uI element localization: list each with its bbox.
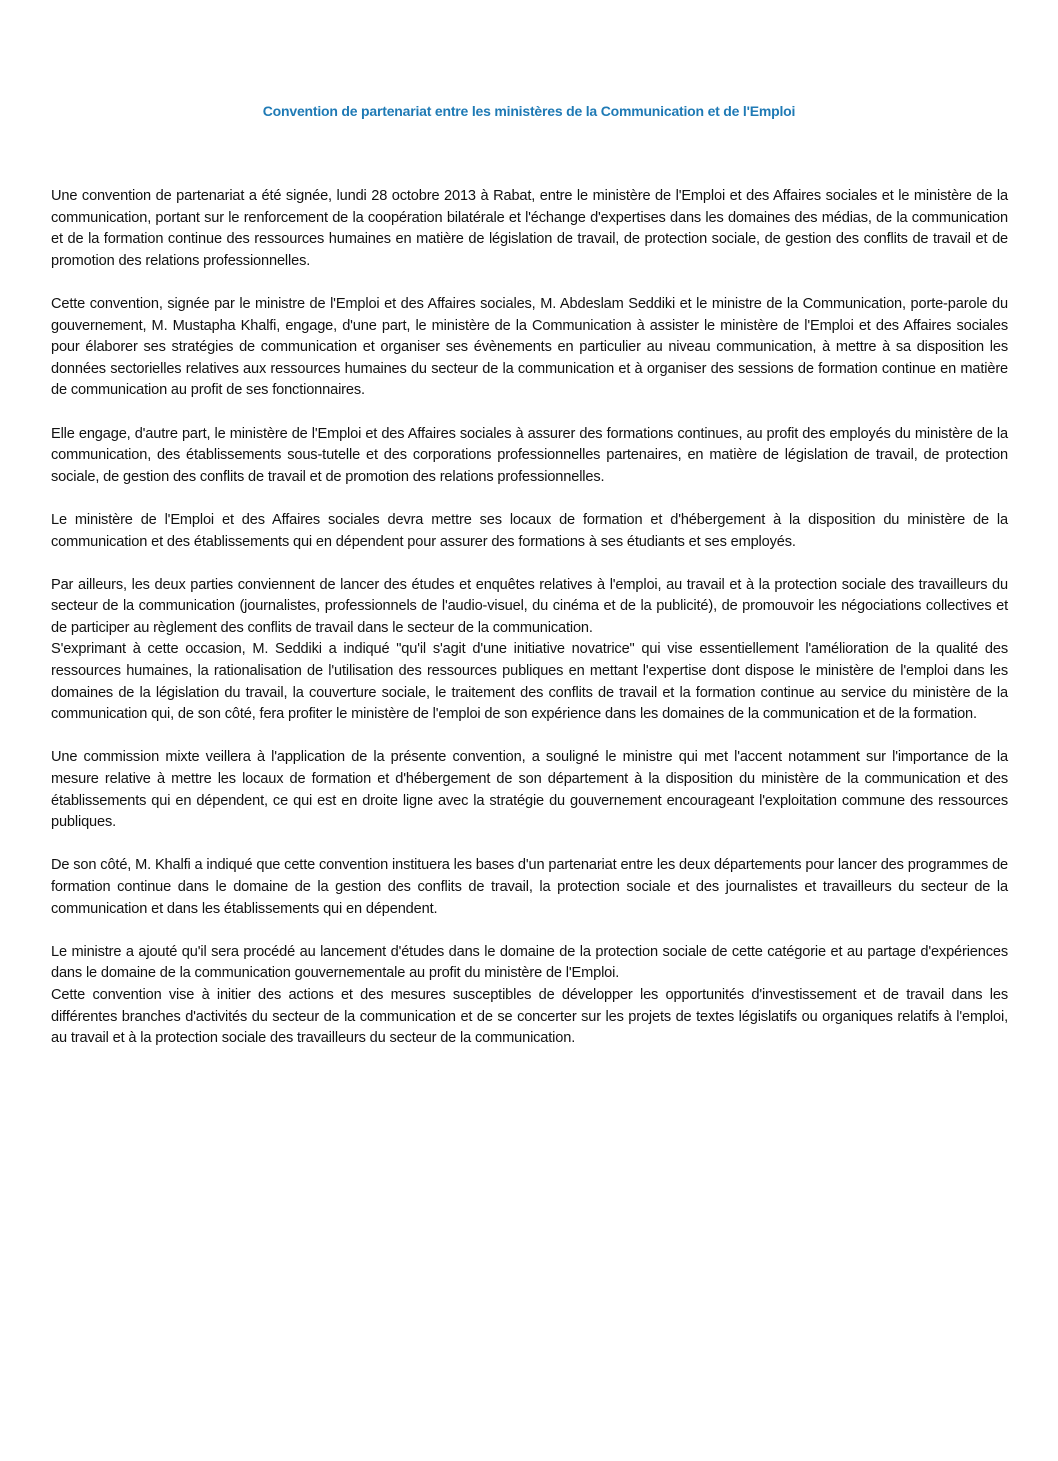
paragraph-10: Cette convention vise à initier des actions et des mesures susceptibles de développer les opportunités d'investissement et de travail dans les différentes branches d'activités du secteur de la communication et de se concerter sur les projets de textes législatifs ou organiques relatifs à l'emploi, au travail et à la protection sociale des travailleurs du secteur de la communication. <box>51 986 1008 1047</box>
document-body <box>51 186 1008 1071</box>
paragraph-7: Une commission mixte veillera à l'application de la présente convention, a souligné le ministre qui met l'accent notamment sur l'importance de la mesure relative à mettre les locaux de formation et d'hébergement de son département à la disposition du ministère de la communication et des établissements qui en dépendent, ce qui est en droite ligne avec la stratégie du gouvernement encourageant l'exploitation commune des ressources publiques. <box>51 749 1008 831</box>
paragraph-1: Une convention de partenariat a été signée, lundi 28 octobre 2013 à Rabat, entre le ministère de l'Emploi et des Affaires sociales et le ministère de la communication, portant sur le renforcement de la coopération bilatérale et l'échange d'expertises dans les domaines des médias, de la communication et de la formation continue des ressources humaines en matière de législation de travail, de protection sociale, de gestion des conflits de travail et de promotion des relations professionnelles. <box>51 188 1008 269</box>
paragraph-3: Elle engage, d'autre part, le ministère de l'Emploi et des Affaires sociales à assurer des formations continues, au profit des employés du ministère de la communication, des établissements sous-tutelle et des corporations professionnelles partenaires, en matière de législation de travail, de protection sociale, de gestion des conflits de travail et de promotion des relations professionnelles. <box>51 425 1008 485</box>
document-title: Convention de partenariat entre les ministères de la Communication et de l'Emploi <box>262 103 796 119</box>
paragraph-5: Par ailleurs, les deux parties conviennent de lancer des études et enquêtes relatives à l'emploi, au travail et à la protection sociale des travailleurs du secteur de la communication (journalistes, professionnels de l'audio-visuel, du cinéma et de la publicité), de promouvoir les négociations collectives et de participer au règlement des conflits de travail dans le secteur de la communication. <box>51 576 1008 636</box>
paragraph-9: Le ministre a ajouté qu'il sera procédé au lancement d'études dans le domaine de la protection sociale de cette catégorie et au partage d'expériences dans le domaine de la communication gouvernementale au profit du ministère de l'Emploi. <box>51 943 1008 982</box>
paragraph-4: Le ministère de l'Emploi et des Affaires sociales devra mettre ses locaux de formation et d'hébergement à la disposition du ministère de la communication et des établissements qui en dépendent pour assurer des formations à ses étudiants et ses employés. <box>51 511 1008 550</box>
paragraph-2: Cette convention, signée par le ministre de l'Emploi et des Affaires sociales, M. Abdeslam Seddiki et le ministre de la Communication, porte-parole du gouvernement, M. Mustapha Khalfi, engage, d'une part, le ministère de la Communication à assister le ministère de l'Emploi et des Affaires sociales pour élaborer ses stratégies de communication et organiser ses évènements en particulier au niveau communication, à mettre à sa disposition les données sectorielles relatives aux ressources humaines du secteur de la communication et à organiser des sessions de formation continue en matière de communication au profit de ses fonctionnaires. <box>51 295 1008 399</box>
paragraph-6: S'exprimant à cette occasion, M. Seddiki a indiqué "qu'il s'agit d'une initiative novatrice" qui vise essentiellement l'amélioration de la qualité des ressources humaines, la rationalisation de l'utilisation des ressources publiques en mettant l'expertise dont dispose le ministère de l'emploi dans les domaines de la législation du travail, la couverture sociale, le traitement des conflits de travail et la formation continue au service du ministère de la communication qui, de son côté, fera profiter le ministère de l'emploi de son expérience dans les domaines de la communication et de la formation. <box>51 641 1008 723</box>
paragraph-8: De son côté, M. Khalfi a indiqué que cette convention instituera les bases d'un partenariat entre les deux départements pour lancer des programmes de formation continue dans le domaine de la gestion des conflits de travail, la protection sociale et des journalistes et travailleurs du secteur de la communication et dans les établissements qui en dépendent. <box>51 857 1008 917</box>
